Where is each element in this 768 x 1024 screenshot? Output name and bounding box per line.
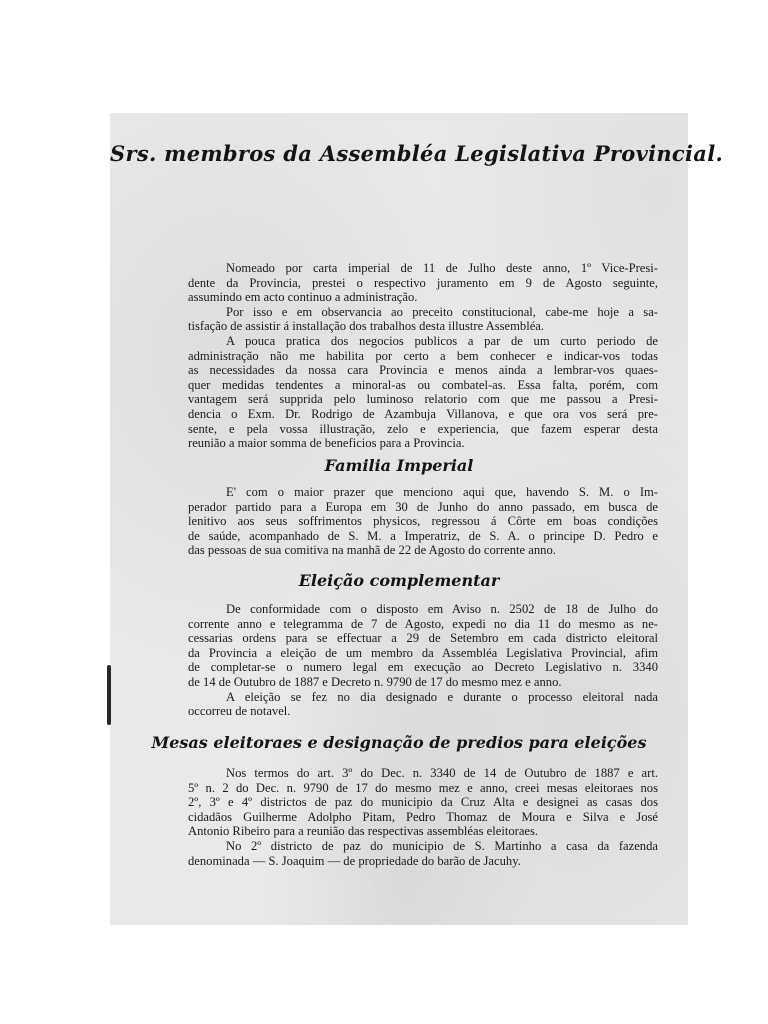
text-line: sente, e pela vossa illustração, zelo e experiencia, que fazem esperar desta [188, 421, 658, 436]
text-line: De conformidade com o disposto em Aviso n. 2502 de 18 de Julho do [226, 602, 658, 616]
text-line: E' com o maior prazer que menciono aqui que, havendo S. M. o Im- [226, 485, 658, 499]
section-text [150, 485, 658, 558]
binding-mark [107, 665, 111, 725]
document-page [110, 113, 724, 925]
text-line: administração não me habilita por certo a bem conhecer e indicar-vos todas [188, 348, 658, 363]
text-line: as necessidades da nossa cara Provincia e menos ainda a lembrar-vos quaes- [188, 363, 658, 378]
section-heading: Eleição complementar [298, 571, 500, 590]
text-line: Nomeado por carta imperial de 11 de Julho deste anno, 1º Vice-Presi- [226, 261, 658, 275]
section-heading: Familia Imperial [324, 456, 474, 475]
text-line: dencia o Exm. Dr. Rodrigo de Azambuja Villanova, e que ora vos será pre- [188, 406, 658, 421]
text-line: dente da Provincia, prestei o respectivo juramento em 9 de Agosto seguinte, [188, 275, 658, 290]
section-text [150, 766, 658, 868]
text-line: vantagem será supprida pelo luminoso relatorio com que me passou a Presi- [188, 392, 658, 407]
intro-text [150, 261, 658, 451]
text-line: Antonio Ribeiro para a reunião das respectivas assembléas eleitoraes. [188, 824, 539, 839]
text-line: corrente anno e telegramma de 7 de Agosto, expedi no dia 11 do mesmo as ne- [188, 616, 658, 631]
text-line: perador partido para a Europa em 30 de Junho do anno passado, em busca de [188, 499, 658, 514]
text-line: reunião a maior somma de beneficios para a Provincia. [188, 436, 465, 451]
text-line: No 2º districto de paz do municipio de S. Martinho a casa da fazenda [226, 838, 658, 853]
text-line: de completar-se o numero legal em execução ao Decreto Legislativo n. 3340 [188, 660, 658, 675]
section-text [150, 602, 658, 719]
text-line: cessarias ordens para se effectuar a 29 de Setembro em cada districto eleitoral [188, 631, 658, 646]
text-line: Por isso e em observancia ao preceito constitucional, cabe-me hoje a sa- [226, 304, 658, 319]
text-line: da Provincia a eleição de um membro da Assembléa Legislativa Provincial, afim [188, 645, 658, 660]
text-line: quer medidas tendentes a minoral-as ou combatel-as. Essa falta, porém, com [188, 377, 658, 392]
text-line: de 14 de Outubro de 1887 e Decreto n. 9790 de 17 do mesmo mez e anno. [188, 674, 562, 689]
text-line: de saúde, acompanhado de S. M. a Imperatriz, de S. A. o principe D. Pedro e [188, 528, 658, 543]
text-line: assumindo em acto continuo a administração. [188, 290, 418, 305]
text-line: tisfação de assistir á installação dos trabalhos desta illustre Assembléa. [188, 319, 545, 334]
text-line: 5º n. 2 do Dec. n. 9790 de 17 do mesmo mez e anno, creei mesas eleitoraes nos [188, 780, 658, 795]
text-line: 2º, 3º e 4º districtos de paz do municipio da Cruz Alta e designei as casas dos [188, 795, 658, 810]
page-title: Srs. membros da Assembléa Legislativa Provincial. [110, 141, 724, 166]
text-line: cidadãos Guilherme Adolpho Pitam, Pedro Thomaz de Moura e Silva e José [188, 809, 658, 824]
section-heading: Mesas eleitoraes e designação de predios para eleições [151, 733, 647, 752]
text-line: Nos termos do art. 3º do Dec. n. 3340 de 14 de Outubro de 1887 e art. [226, 766, 658, 780]
text-line: occorreu de notavel. [188, 704, 291, 719]
text-line: A pouca pratica dos negocios publicos a par de um curto periodo de [226, 333, 658, 348]
text-line: denominada — S. Joaquim — de propriedade do barão de Jacuhy. [188, 853, 521, 868]
text-line: A eleição se fez no dia designado e durante o processo eleitoral nada [226, 689, 658, 704]
text-line: das pessoas de sua comitiva na manhã de 22 de Agosto do corrente anno. [188, 543, 556, 558]
text-line: lenitivo aos seus soffrimentos physicos, regressou á Côrte em boas condições [188, 514, 658, 529]
